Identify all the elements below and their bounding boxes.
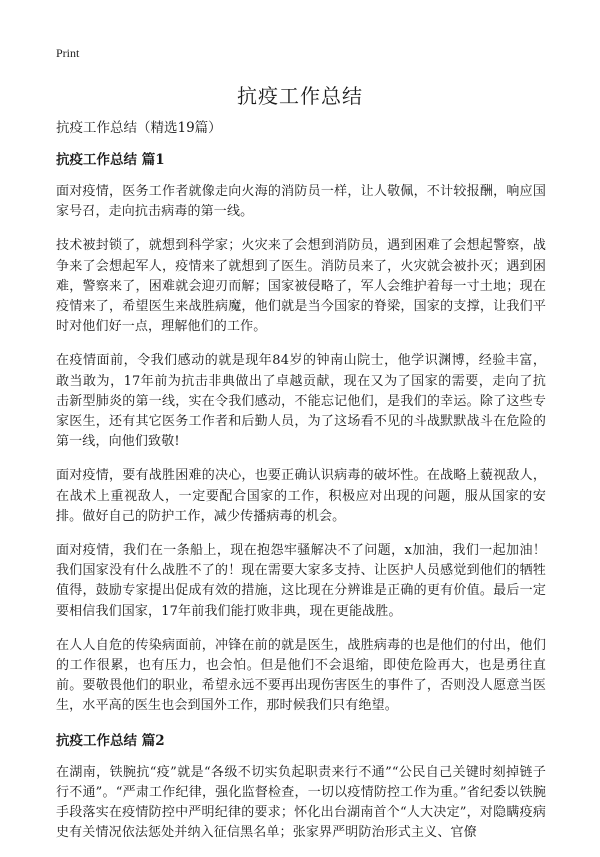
section-heading-2: 抗疫工作总结 篇2 bbox=[56, 732, 165, 749]
document-subtitle: 抗疫工作总结（精选19篇） bbox=[56, 120, 222, 136]
document-body bbox=[56, 118, 546, 857]
paragraph: 在人人自危的传染病面前，冲锋在前的就是医生，战胜病毒的也是他们的付出，他们的工作很累，也有压力，也会怕。但是他们不会退缩，即使危险再大，也是勇往直前。要敬畏他们的职业，希望永远不要再出现伤害医生的事件了，否则没人愿意当医生，水平高的医生也会到国外工作，那时候我们只有绝望。 bbox=[56, 637, 546, 714]
paragraph: 面对疫情，要有战胜困难的决心，也要正确认识病毒的破坏性。在战略上藐视敌人，在战术上重视敌人，一定要配合国家的工作，积极应对出现的问题，服从国家的安排。做好自己的防护工作，减少传播病毒的机会。 bbox=[56, 468, 546, 524]
paragraph: 在湖南，铁腕抗“疫”就是“各级不切实负起职责来行不通”“公民自己关键时刻掉链子行不通”。“严肃工作纪律，强化监督检查，一切以疫情防控工作为重。”省纪委以铁腕手段落实在疫情防控中严明纪律的要求；怀化出台湖南首个“人大决定”，对隐瞒疫病史有关情况依法惩处并纳入征信黑名单；张家界严明防治形式主义、官僚 bbox=[56, 764, 546, 841]
print-link[interactable]: Print bbox=[56, 46, 80, 60]
paragraph: 面对疫情，我们在一条船上，现在抱怨牢骚解决不了问题，x加油，我们一起加油！我们国家没有什么战胜不了的！现在需要大家多支持、让医护人员感觉到他们的牺牲值得，鼓励专家提出促成有效的措施，这比现在分辨谁是正确的更有价值。最后一定要相信我们国家，17年前我们能打败非典，现在更能战胜。 bbox=[56, 543, 546, 619]
paragraph: 面对疫情，医务工作者就像走向火海的消防员一样，让人敬佩，不计较报酬，响应国家号召，走向抗击病毒的第一线。 bbox=[56, 184, 546, 220]
paragraph: 在疫情面前，令我们感动的就是现年84岁的钟南山院士，他学识渊博，经验丰富，敢当敢为，17年前为抗击非典做出了卓越贡献，现在又为了国家的需要，走向了抗击新型肺炎的第一线，实在令我们感动，不能忘记他们，是我们的幸运。除了这些专家医生，还有其它医务工作者和后勤人员，为了这场看不见的斗战默默战斗在危险的第一线，向他们致敬! bbox=[56, 353, 546, 450]
section-heading-1: 抗疫工作总结 篇1 bbox=[56, 152, 165, 168]
document-title: 抗疫工作总结 bbox=[237, 84, 363, 108]
paragraph: 技术被封锁了，就想到科学家；火灾来了会想到消防员，遇到困难了会想起警察，战争来了会想起军人，疫情来了就想到了医生。消防员来了，火灾就会被扑灭；遇到困难，警察来了，困难就会迎刃而解；国家被侵略了，军人会维护着每一寸土地；现在疫情来了，希望医生来战胜病魔，他们就是当今国家的脊梁，国家的支撑，让我们平时对他们好一点，理解他们的工作。 bbox=[56, 238, 546, 335]
